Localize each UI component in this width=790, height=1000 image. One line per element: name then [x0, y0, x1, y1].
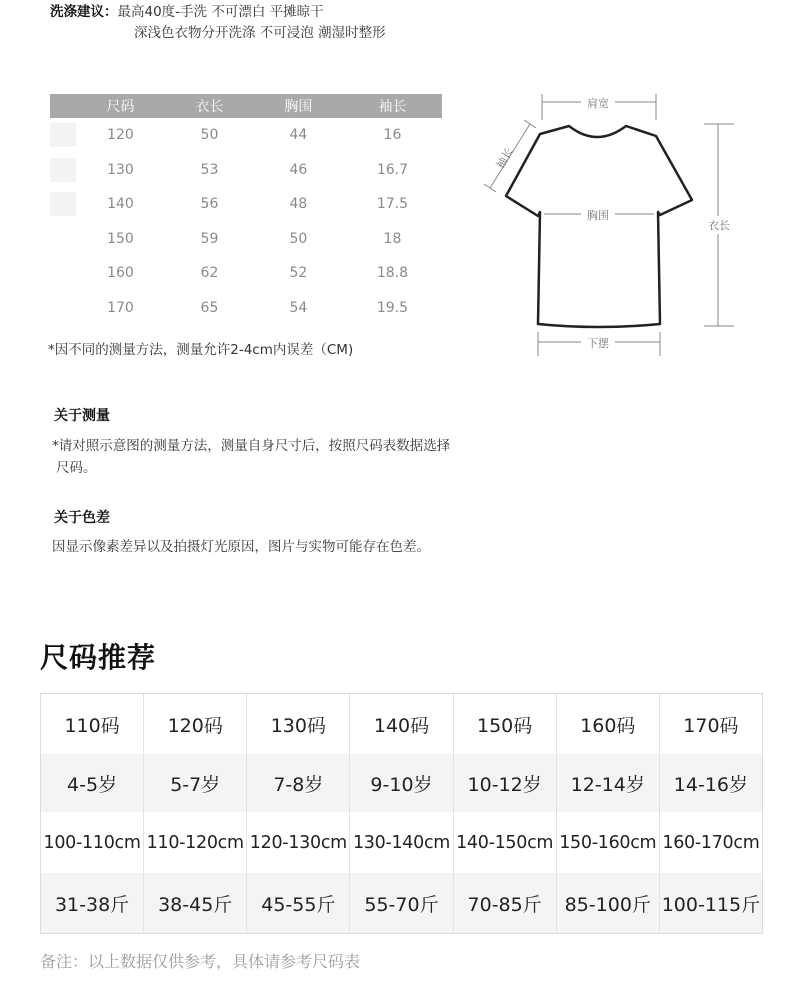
table-row	[50, 118, 442, 153]
label-chest: 胸围	[587, 209, 609, 222]
wash-text-1: 最高40度-手洗 不可漂白 平摊晾干	[117, 4, 324, 20]
cell-sleeve: 17.5	[376, 196, 409, 213]
cell-sleeve: 16.7	[376, 161, 409, 178]
header-length: 衣长	[165, 94, 254, 118]
height-cell: 160-170cm	[662, 832, 760, 853]
size-cell: 120码	[144, 694, 247, 754]
wash-line-1	[50, 2, 386, 23]
cell-length: 59	[200, 230, 219, 247]
tshirt-outline-icon	[506, 126, 692, 327]
size-table	[50, 94, 442, 325]
height-cell: 140-150cm	[454, 812, 557, 873]
row-ages	[41, 754, 762, 812]
size-cell: 150码	[454, 694, 557, 754]
row-weights	[41, 873, 762, 933]
wash-text-2: 深浅色衣物分开洗涤 不可浸泡 潮湿时整形	[134, 25, 386, 41]
measure-text-line-2: 尺码。	[56, 460, 97, 476]
table-row	[50, 187, 442, 222]
measure-text	[52, 435, 512, 479]
measure-heading: 关于测量	[54, 408, 110, 424]
row-heights	[41, 812, 762, 873]
cell-length: 50	[200, 127, 219, 144]
cell-sleeve: 19.5	[376, 299, 409, 316]
table-row	[50, 153, 442, 188]
color-diff-heading: 关于色差	[54, 510, 110, 526]
cell-sleeve: 18	[383, 230, 402, 247]
age-cell: 9-10岁	[350, 754, 453, 812]
cell-sleeve: 16	[383, 127, 402, 144]
height-cell: 110-120cm	[144, 812, 247, 873]
remark-note: 备注：以上数据仅供参考，具体请参考尺码表	[40, 952, 361, 971]
cell-length: 56	[200, 196, 219, 213]
row-marker	[50, 153, 76, 188]
size-cell: 110码	[41, 694, 144, 754]
cell-size: 130	[107, 161, 134, 178]
cell-size: 160	[107, 265, 134, 282]
weight-cell: 100-115斤	[660, 873, 762, 933]
label-shoulder: 肩宽	[587, 97, 609, 110]
header-sleeve: 袖长	[343, 94, 442, 118]
size-cell: 140码	[350, 694, 453, 754]
size-recommend-title: 尺码推荐	[40, 641, 157, 674]
cell-chest: 44	[289, 127, 308, 144]
cell-chest: 48	[289, 196, 308, 213]
height-cell: 100-110cm	[41, 812, 144, 873]
height-cell: 130-140cm	[350, 812, 453, 873]
height-cell: 120-130cm	[247, 812, 350, 873]
cell-sleeve: 18.8	[376, 265, 409, 282]
row-sizes	[41, 694, 762, 754]
cell-size: 170	[107, 299, 134, 316]
table-row	[50, 291, 442, 326]
weight-cell: 70-85斤	[454, 873, 557, 933]
cell-size: 120	[107, 127, 134, 144]
weight-cell: 85-100斤	[557, 873, 660, 933]
measurement-tolerance-note: *因不同的测量方法，测量允许2-4cm内误差（CM)	[48, 342, 354, 358]
measure-text-line-1: *请对照示意图的测量方法，测量自身尺寸后，按照尺码表数据选择	[52, 438, 451, 454]
age-cell: 5-7岁	[144, 754, 247, 812]
weight-cell: 38-45斤	[144, 873, 247, 933]
wash-label: 洗涤建议：	[50, 4, 118, 20]
age-cell: 14-16岁	[660, 754, 762, 812]
age-cell: 12-14岁	[557, 754, 660, 812]
cell-length: 65	[200, 299, 219, 316]
table-row	[50, 222, 442, 257]
header-chest: 胸围	[254, 94, 343, 118]
size-cell: 160码	[557, 694, 660, 754]
header-size: 尺码	[76, 94, 165, 118]
wash-instructions	[50, 2, 386, 44]
weight-cell: 45-55斤	[247, 873, 350, 933]
height-cell: 150-160cm	[557, 812, 660, 873]
size-table-header	[50, 94, 442, 118]
age-cell: 7-8岁	[247, 754, 350, 812]
row-marker	[50, 291, 76, 326]
row-marker	[50, 187, 76, 222]
cell-chest: 52	[289, 265, 308, 282]
cell-length: 53	[200, 161, 219, 178]
age-cell: 10-12岁	[454, 754, 557, 812]
label-hem: 下摆	[587, 337, 609, 350]
color-diff-text: 因显示像素差异以及拍摄灯光原因，图片与实物可能存在色差。	[52, 539, 430, 555]
age-cell: 4-5岁	[41, 754, 144, 812]
row-marker	[50, 222, 76, 257]
weight-cell: 55-70斤	[350, 873, 453, 933]
size-recommend-table	[40, 693, 763, 934]
cell-size: 150	[107, 230, 134, 247]
cell-chest: 50	[289, 230, 308, 247]
cell-chest: 54	[289, 299, 308, 316]
size-cell: 170码	[683, 714, 739, 737]
label-length: 衣长	[708, 219, 730, 232]
cell-size: 140	[107, 196, 134, 213]
row-marker	[50, 256, 76, 291]
row-marker	[50, 118, 76, 153]
table-row	[50, 256, 442, 291]
weight-cell: 31-38斤	[41, 873, 144, 933]
cell-length: 62	[200, 265, 219, 282]
size-cell: 130码	[247, 694, 350, 754]
cell-chest: 46	[289, 161, 308, 178]
tshirt-diagram	[478, 88, 748, 360]
label-sleeve: 袖长	[493, 145, 517, 172]
header-blank	[50, 94, 76, 118]
